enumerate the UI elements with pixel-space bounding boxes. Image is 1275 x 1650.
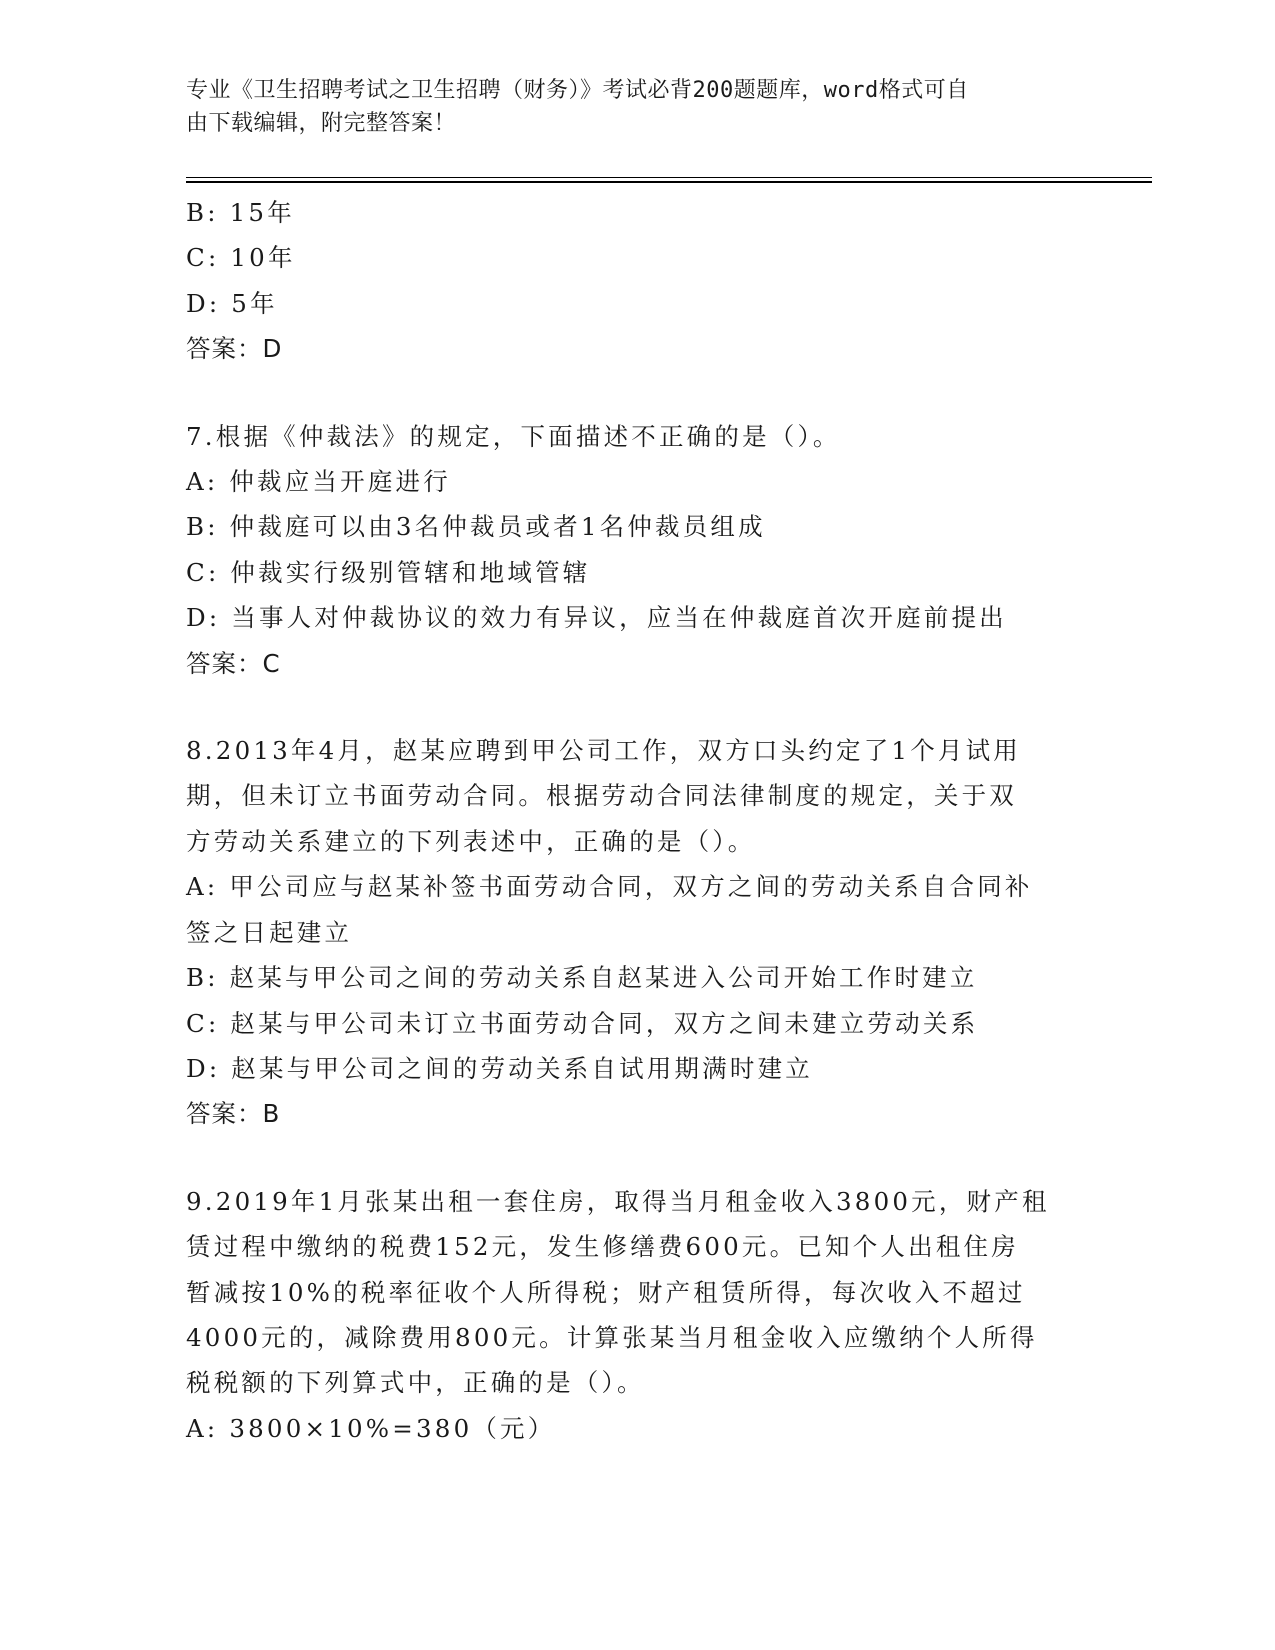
spacer [186, 372, 1086, 414]
q9-question-line-4: 4000元的，减除费用800元。计算张某当月租金收入应缴纳个人所得 [186, 1322, 1038, 1352]
q9-question-line-1: 9.2019年1月张某出租一套住房，取得当月租金收入3800元，财产租 [186, 1186, 1050, 1216]
q6-answer: 答案：D [186, 334, 283, 364]
q9-question-line-3: 暂减按10%的税率征收个人所得税；财产租赁所得，每次收入不超过 [186, 1277, 1026, 1307]
document-header [186, 74, 1066, 140]
q6-option-c: C: 10年 [186, 243, 296, 273]
spacer [186, 686, 1086, 728]
q8-answer: 答案：B [186, 1099, 281, 1129]
question-6-tail [186, 190, 1086, 372]
q7-option-a: A: 仲裁应当开庭进行 [186, 467, 451, 497]
q6-option-d: D: 5年 [186, 288, 278, 318]
q7-question: 7.根据《仲裁法》的规定，下面描述不正确的是（）。 [186, 421, 841, 451]
q8-option-a-line-1: A: 甲公司应与赵某补签书面劳动合同，双方之间的劳动关系自合同补 [186, 872, 1033, 902]
q8-option-a-line-2: 签之日起建立 [186, 917, 353, 947]
q8-question-line-3: 方劳动关系建立的下列表述中，正确的是（）。 [186, 826, 756, 856]
header-rule-thin [186, 177, 1152, 178]
q8-option-c: C: 赵某与甲公司未订立书面劳动合同，双方之间未建立劳动关系 [186, 1008, 979, 1038]
q8-option-d: D: 赵某与甲公司之间的劳动关系自试用期满时建立 [186, 1053, 813, 1083]
spacer [186, 1137, 1086, 1179]
q7-answer: 答案：C [186, 648, 281, 678]
q8-option-b: B: 赵某与甲公司之间的劳动关系自赵某进入公司开始工作时建立 [186, 963, 978, 993]
question-7 [186, 414, 1086, 686]
q9-option-a: A: 3800×10%=380（元） [186, 1413, 556, 1443]
header-rule-thick [186, 181, 1152, 183]
q8-question-line-2: 期，但未订立书面劳动合同。根据劳动合同法律制度的规定，关于双 [186, 781, 1017, 811]
q8-question-line-1: 8.2013年4月，赵某应聘到甲公司工作，双方口头约定了1个月试用 [186, 736, 1021, 766]
header-line-1: 专业《卫生招聘考试之卫生招聘（财务）》考试必背200题题库，word格式可自 [186, 78, 969, 103]
q7-option-c: C: 仲裁实行级别管辖和地域管辖 [186, 557, 591, 587]
q7-option-d: D: 当事人对仲裁协议的效力有异议，应当在仲裁庭首次开庭前提出 [186, 603, 1007, 633]
q6-option-b: B: 15年 [186, 198, 295, 227]
q9-question-line-2: 赁过程中缴纳的税费152元，发生修缮费600元。已知个人出租住房 [186, 1232, 1019, 1262]
q7-option-b: B: 仲裁庭可以由3名仲裁员或者1名仲裁员组成 [186, 512, 766, 542]
question-8 [186, 728, 1086, 1137]
question-9 [186, 1179, 1086, 1451]
header-line-2: 由下载编辑，附完整答案！ [186, 111, 457, 136]
document-body [186, 190, 1086, 1451]
q9-question-line-5: 税税额的下列算式中，正确的是（）。 [186, 1368, 645, 1398]
